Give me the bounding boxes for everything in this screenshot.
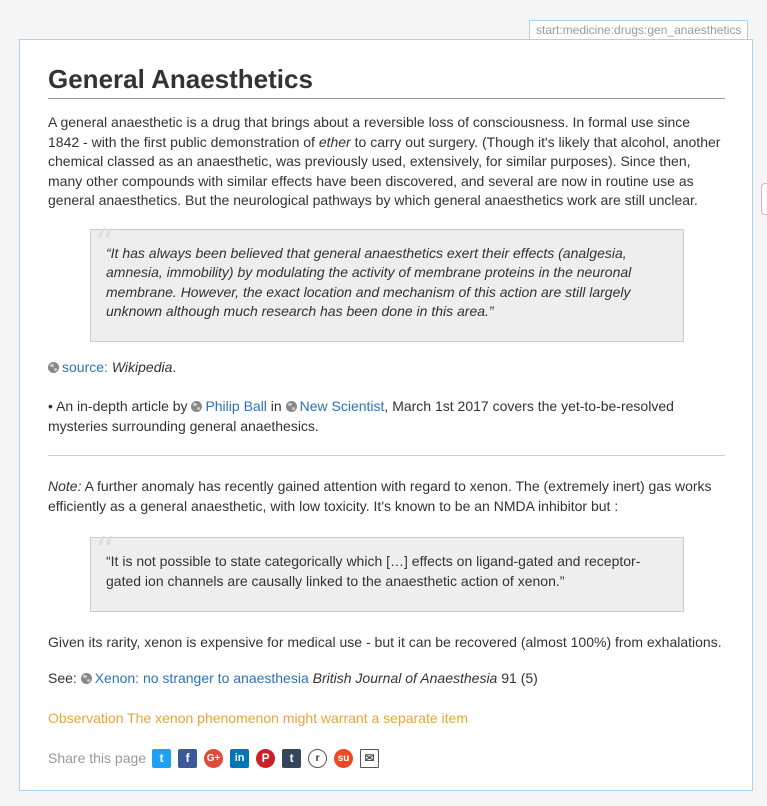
email-icon[interactable]: ✉ <box>360 749 379 768</box>
side-tab-marker[interactable] <box>761 183 767 215</box>
facebook-icon[interactable]: f <box>178 749 197 768</box>
globe-icon <box>81 673 92 684</box>
pinterest-icon[interactable]: P <box>256 749 275 768</box>
blockquote-xenon <box>90 529 684 612</box>
rarity-paragraph: Given its rarity, xenon is expensive for medical use - but it can be recovered (almost 100%) from exhalations. <box>48 634 722 650</box>
twitter-icon[interactable]: t <box>152 749 171 768</box>
source-name: Wikipedia <box>111 358 173 375</box>
page-content <box>19 39 753 791</box>
intro-paragraph: A general anaesthetic is a drug that brings about a reversible loss of consciousness. In formal use since 1842 - with the first public demonstration of ether to carry out surgery. (Though it's likely that alcohol, another chemical classed as an anaesthetic, was previously used, extensively, for similar purposes). Since then, many other compounds with similar effects have been discovered, and several are now in routine use as general anaesthetics. But the neurological pathways by which general anaesthetics work are still unclear. <box>48 114 721 208</box>
page-title: General Anaesthetics <box>48 64 725 99</box>
author-link[interactable]: Philip Ball <box>205 398 267 414</box>
source-link[interactable]: source: <box>62 358 108 375</box>
page-id-tab: start:medicine:drugs:gen_anaesthetics <box>529 20 748 40</box>
new-scientist-link[interactable]: New Scientist <box>299 398 385 414</box>
ether-emphasis: ether <box>318 133 351 150</box>
reddit-icon[interactable]: r <box>308 749 327 768</box>
journal-name: British Journal of Anaesthesia <box>312 669 498 686</box>
share-bar <box>48 749 725 768</box>
quote-mark-icon: “ <box>95 220 115 265</box>
note-paragraph: Note: A further anomaly has recently gained attention with regard to xenon. The (extremely inert) gas works efficiently as a general anaesthetic, with low toxicity. It's known to be an NMDA inhibitor but : <box>48 478 712 514</box>
quote-text: “It is not possible to state categorically which […] effects on ligand-gated and receptor-gated ion channels are causally linked to the anaesthetic action of xenon.” <box>106 553 641 589</box>
quote-mark-icon: “ <box>95 529 115 573</box>
section-divider <box>48 455 725 456</box>
linkedin-icon[interactable]: in <box>230 749 249 768</box>
share-label: Share this page <box>48 750 147 766</box>
globe-icon <box>48 362 59 373</box>
tumblr-icon[interactable]: t <box>282 749 301 768</box>
google-plus-icon[interactable]: G+ <box>204 749 223 768</box>
blockquote-wikipedia <box>90 220 684 342</box>
observation-note: Observation The xenon phenomenon might warrant a separate item <box>48 710 468 726</box>
globe-icon <box>286 401 297 412</box>
see-also-line: See: Xenon: no stranger to anaesthesia British Journal of Anaesthesia 91 (5) <box>48 669 538 686</box>
quote-text: “It has always been believed that general anaesthetics exert their effects (analgesia, amnesia, immobility) by modulating the activity of membrane proteins in the neuronal membrane. However, the exact location and mechanism of this action are still largely unknown although much research has been done in this area.” <box>106 244 632 319</box>
globe-icon <box>191 401 202 412</box>
note-label: Note: <box>48 478 82 494</box>
source-line: source: Wikipedia. <box>48 358 725 378</box>
xenon-article-link[interactable]: Xenon: no stranger to anaesthesia <box>94 669 309 686</box>
in-depth-paragraph: • An in-depth article by Philip Ball in New Scientist, March 1st 2017 covers the yet-to-be-resolved mysteries surrounding general anaethesics. <box>48 398 674 434</box>
stumbleupon-icon[interactable]: su <box>334 749 353 768</box>
